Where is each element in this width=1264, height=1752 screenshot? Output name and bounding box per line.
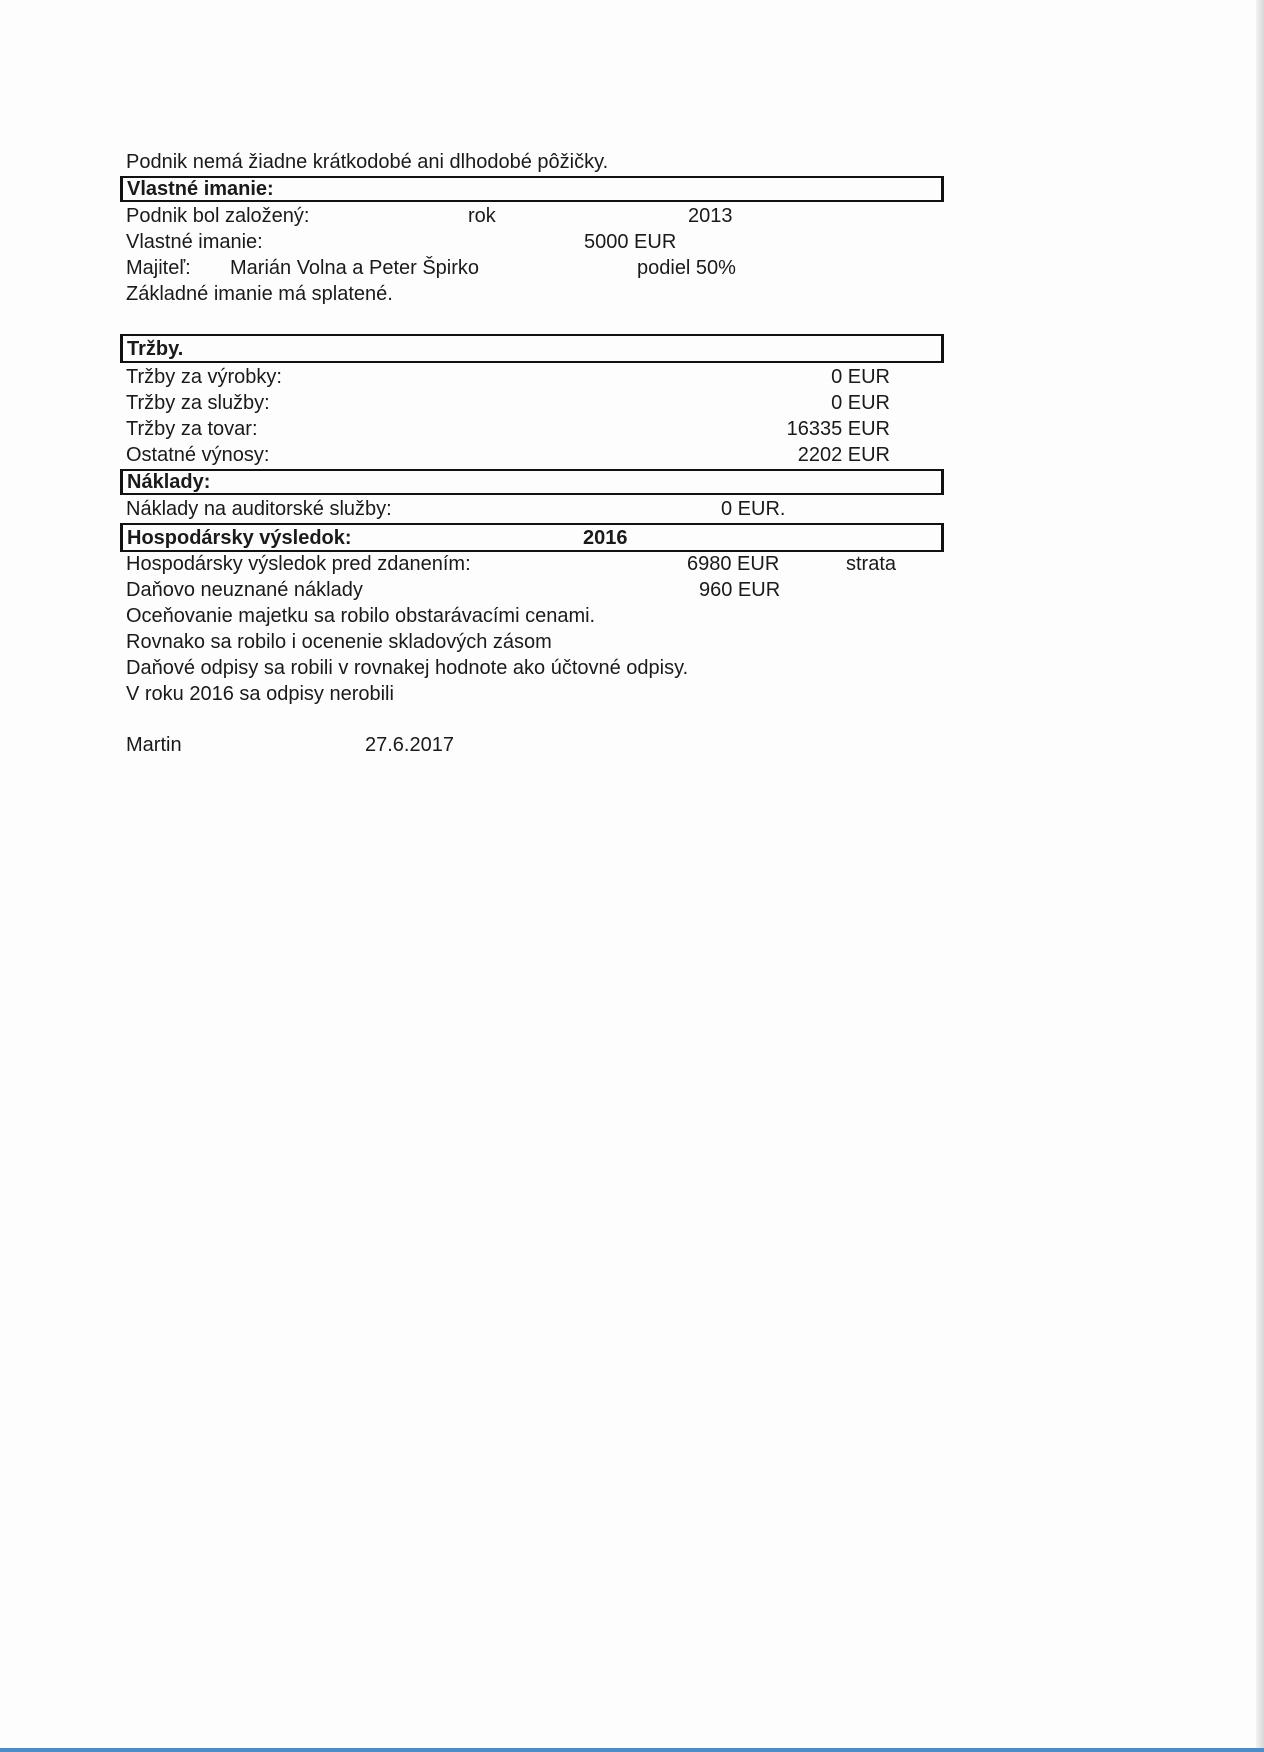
revenue-label-other: Ostatné výnosy: [126, 444, 270, 466]
result-year: 2016 [583, 527, 628, 549]
capital-value: 5000 EUR [584, 231, 677, 253]
scan-edge-right [1256, 0, 1264, 1752]
nondeductible-label: Daňovo neuznané náklady [126, 579, 363, 601]
equity-heading-box [120, 176, 944, 202]
audit-cost-value: 0 EUR. [721, 498, 786, 520]
revenue-heading: Tržby. [127, 338, 184, 360]
revenue-value-products: 0 EUR [831, 366, 890, 388]
note-depreciation: Daňové odpisy sa robili v rovnakej hodnote ako účtovné odpisy. [126, 657, 689, 679]
revenue-label-products: Tržby za výrobky: [126, 366, 282, 388]
revenue-label-services: Tržby za služby: [126, 392, 270, 414]
nondeductible-value: 960 EUR [699, 579, 781, 601]
pretax-value: 6980 EUR [687, 553, 780, 575]
scan-edge-bottom [0, 1748, 1264, 1752]
revenue-label-goods: Tržby za tovar: [126, 418, 258, 440]
paid-note: Základné imanie má splatené. [126, 283, 393, 305]
revenue-value-other: 2202 EUR [797, 444, 890, 466]
revenue-heading-box [120, 334, 944, 363]
owner-label: Majiteľ: [126, 257, 191, 279]
founded-unit: rok [468, 205, 496, 227]
intro-text: Podnik nemá žiadne krátkodobé ani dlhodobé pôžičky. [126, 151, 609, 173]
signature-place: Martin [126, 734, 182, 756]
pretax-note: strata [846, 553, 897, 575]
result-heading: Hospodársky výsledok: [127, 527, 352, 549]
revenue-value-services: 0 EUR [831, 392, 890, 414]
founded-year: 2013 [688, 205, 733, 227]
owner-names: Marián Volna a Peter Špirko [230, 257, 480, 279]
audit-cost-label: Náklady na auditorské služby: [126, 498, 392, 520]
costs-heading-box [120, 469, 944, 495]
note-valuation: Oceňovanie majetku sa robilo obstarávacími cenami. [126, 605, 596, 627]
result-heading-box [120, 523, 944, 552]
owner-share: podiel 50% [637, 257, 736, 279]
equity-heading: Vlastné imanie: [127, 178, 274, 200]
founded-label: Podnik bol založený: [126, 205, 310, 227]
note-no-depreciation: V roku 2016 sa odpisy nerobili [126, 683, 394, 705]
capital-label: Vlastné imanie: [126, 231, 263, 253]
signature-date: 27.6.2017 [365, 734, 454, 756]
note-inventory: Rovnako sa robilo i ocenenie skladových zásom [126, 631, 552, 653]
pretax-label: Hospodársky výsledok pred zdanením: [126, 553, 471, 575]
costs-heading: Náklady: [127, 471, 211, 493]
revenue-value-goods: 16335 EUR [786, 418, 890, 440]
